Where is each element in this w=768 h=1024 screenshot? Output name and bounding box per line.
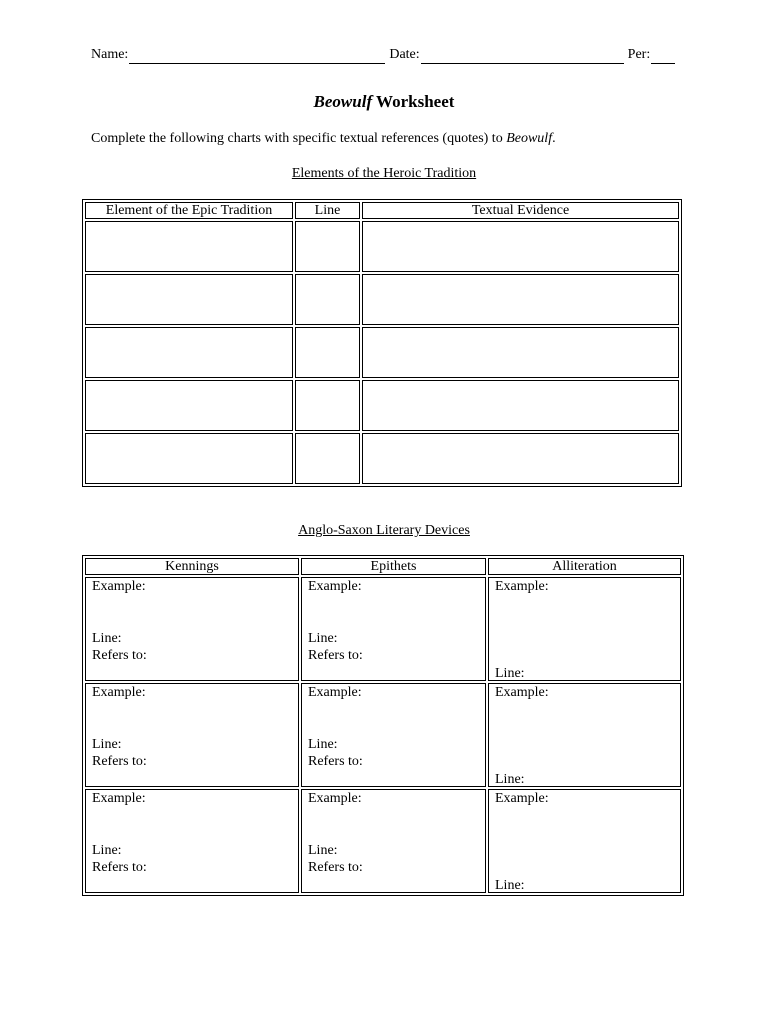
element-cell[interactable] — [85, 433, 293, 484]
example-label: Example: — [92, 579, 146, 594]
element-cell[interactable] — [85, 274, 293, 325]
instructions — [91, 131, 556, 147]
example-label: Example: — [308, 579, 362, 594]
heroic-tradition-table — [82, 199, 682, 487]
evidence-cell[interactable] — [362, 327, 679, 378]
table-header-row — [85, 558, 681, 575]
example-label: Example: — [308, 791, 362, 806]
epithet-cell[interactable] — [301, 683, 486, 787]
literary-devices-table — [82, 555, 684, 896]
instructions-end: . — [552, 131, 556, 146]
period-label: Per: — [627, 47, 651, 62]
element-cell[interactable] — [85, 380, 293, 431]
table-row — [85, 327, 679, 378]
example-label: Example: — [495, 579, 549, 594]
example-label: Example: — [495, 685, 549, 700]
refers-to-label: Refers to: — [92, 648, 147, 663]
refers-to-label: Refers to: — [308, 648, 363, 663]
line-label: Line: — [92, 843, 122, 858]
evidence-cell[interactable] — [362, 221, 679, 272]
line-label: Line: — [308, 631, 338, 646]
epithet-cell[interactable] — [301, 789, 486, 893]
line-cell[interactable] — [295, 327, 360, 378]
example-label: Example: — [495, 791, 549, 806]
title-italic: Beowulf — [313, 92, 373, 111]
evidence-cell[interactable] — [362, 380, 679, 431]
evidence-cell[interactable] — [362, 433, 679, 484]
line-label: Line: — [495, 772, 525, 787]
evidence-cell[interactable] — [362, 274, 679, 325]
element-cell[interactable] — [85, 221, 293, 272]
example-label: Example: — [308, 685, 362, 700]
example-label: Example: — [92, 685, 146, 700]
table-row — [85, 577, 681, 681]
student-info-line — [91, 46, 681, 64]
kenning-cell[interactable] — [85, 683, 299, 787]
table-header-row — [85, 202, 679, 219]
column-header: Line — [295, 202, 360, 219]
kenning-cell[interactable] — [85, 577, 299, 681]
column-header: Alliteration — [488, 558, 681, 575]
line-label: Line: — [308, 737, 338, 752]
table-row — [85, 433, 679, 484]
example-label: Example: — [92, 791, 146, 806]
table-row — [85, 683, 681, 787]
table-row — [85, 789, 681, 893]
column-header: Kennings — [85, 558, 299, 575]
name-label: Name: — [91, 47, 129, 62]
refers-to-label: Refers to: — [92, 754, 147, 769]
line-cell[interactable] — [295, 221, 360, 272]
alliteration-cell[interactable] — [488, 789, 681, 893]
line-cell[interactable] — [295, 274, 360, 325]
name-blank[interactable] — [129, 49, 385, 64]
table-row — [85, 274, 679, 325]
column-header: Element of the Epic Tradition — [85, 202, 293, 219]
refers-to-label: Refers to: — [308, 754, 363, 769]
refers-to-label: Refers to: — [308, 860, 363, 875]
devices-heading: Anglo-Saxon Literary Devices — [298, 523, 470, 538]
line-label: Line: — [495, 666, 525, 681]
line-cell[interactable] — [295, 380, 360, 431]
line-label: Line: — [308, 843, 338, 858]
refers-to-label: Refers to: — [92, 860, 147, 875]
element-cell[interactable] — [85, 327, 293, 378]
heroic-heading: Elements of the Heroic Tradition — [291, 166, 477, 181]
alliteration-cell[interactable] — [488, 683, 681, 787]
column-header: Epithets — [301, 558, 486, 575]
line-label: Line: — [92, 631, 122, 646]
line-cell[interactable] — [295, 433, 360, 484]
kenning-cell[interactable] — [85, 789, 299, 893]
line-label: Line: — [495, 878, 525, 893]
page-title — [0, 92, 768, 112]
date-label: Date: — [389, 47, 420, 62]
instructions-text: Complete the following charts with specific textual references (quotes) to — [91, 131, 507, 146]
epithet-cell[interactable] — [301, 577, 486, 681]
period-blank[interactable] — [651, 49, 675, 64]
line-label: Line: — [92, 737, 122, 752]
column-header: Textual Evidence — [362, 202, 679, 219]
table-row — [85, 380, 679, 431]
instructions-italic: Beowulf — [506, 131, 553, 146]
alliteration-cell[interactable] — [488, 577, 681, 681]
title-rest: Worksheet — [372, 92, 455, 111]
table-row — [85, 221, 679, 272]
date-blank[interactable] — [421, 49, 624, 64]
